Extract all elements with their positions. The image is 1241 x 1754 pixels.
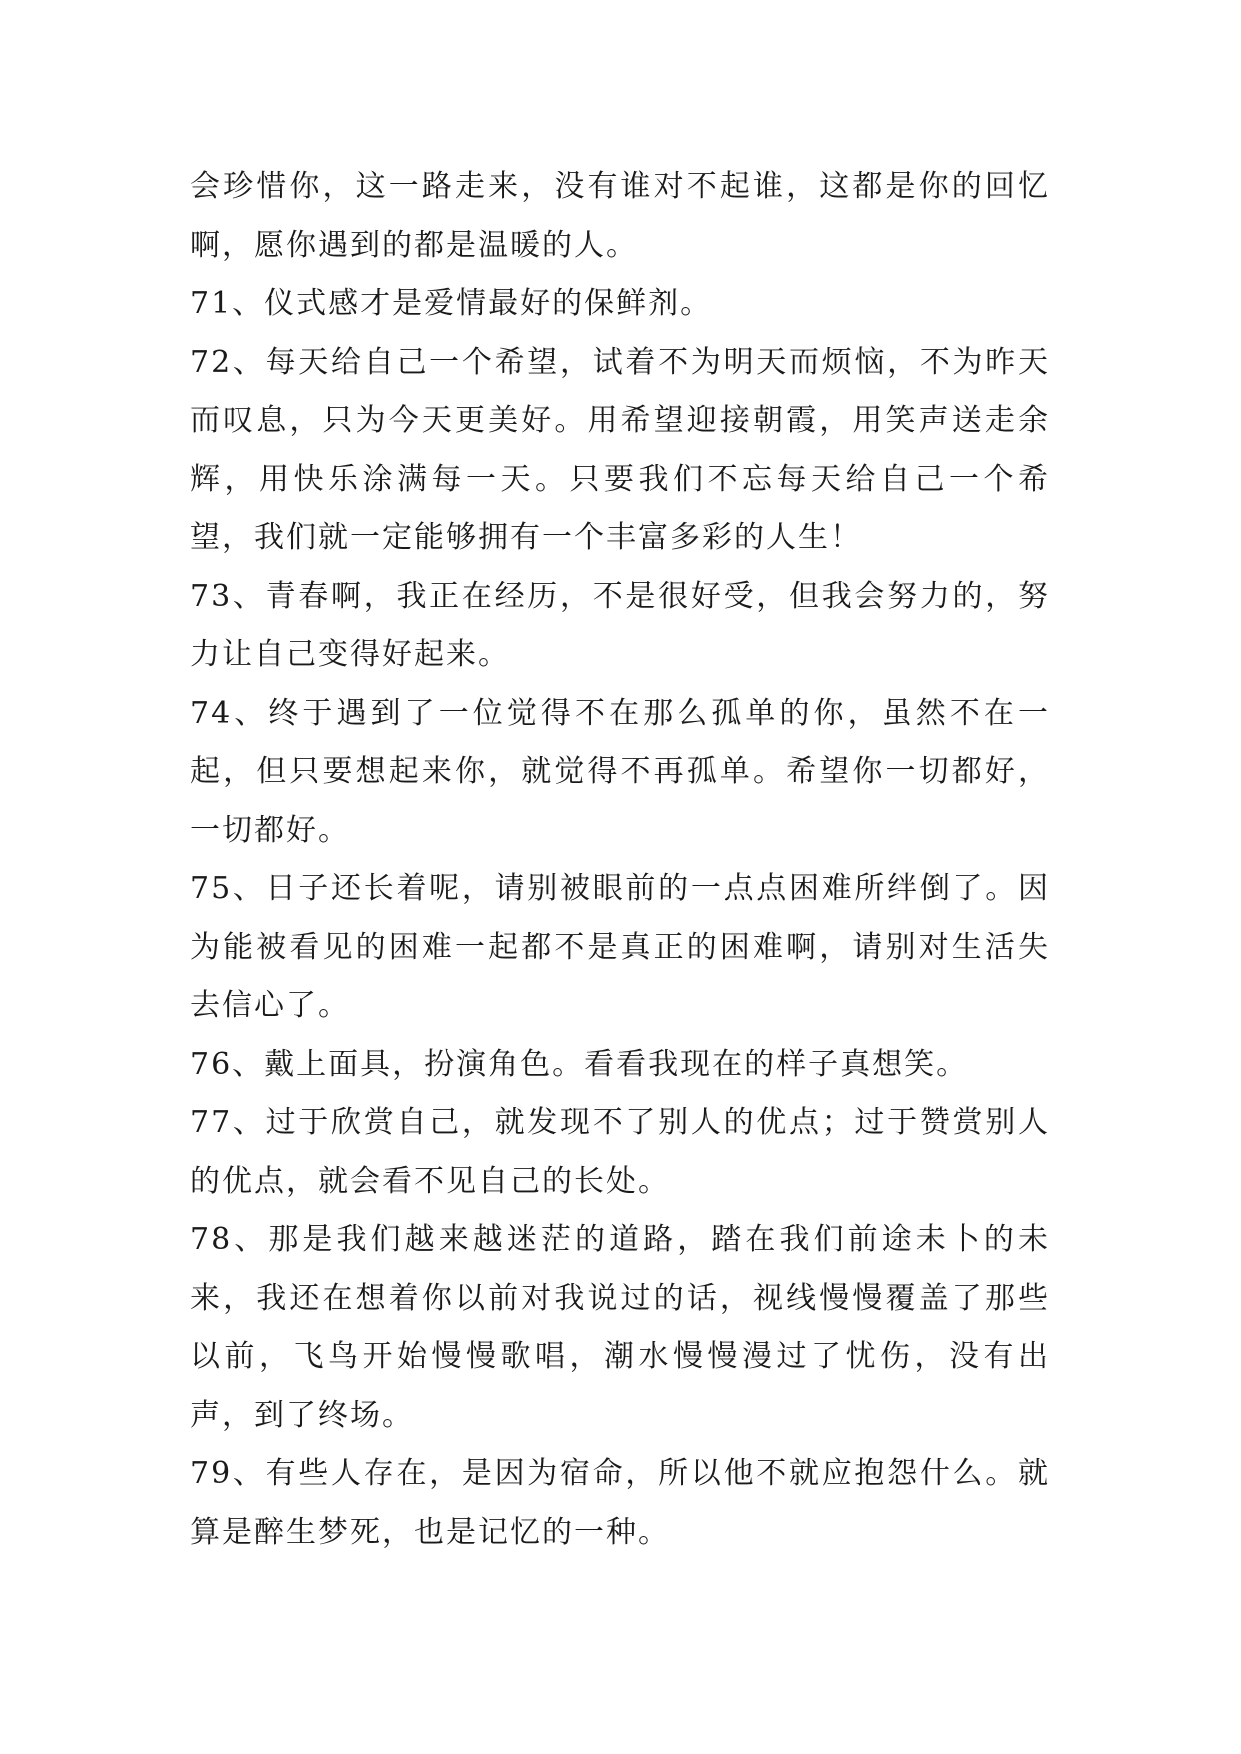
paragraph-continuation: 会珍惜你，这一路走来，没有谁对不起谁，这都是你的回忆啊，愿你遇到的都是温暖的人。 <box>190 169 1050 263</box>
paragraph-75: 75、日子还长着呢，请别被眼前的一点点困难所绊倒了。因为能被看见的困难一起都不是真正的困难啊，请别对生活失去信心了。 <box>190 871 1050 1023</box>
paragraph-79: 79、有些人存在，是因为宿命，所以他不就应抱怨什么。就算是醉生梦死，也是记忆的一种。 <box>190 1456 1050 1550</box>
paragraph-71: 71、仪式感才是爱情最好的保鲜剂。 <box>190 286 713 321</box>
paragraph-76: 76、戴上面具，扮演角色。看看我现在的样子真想笑。 <box>190 1046 969 1082</box>
paragraph-74: 74、终于遇到了一位觉得不在那么孤单的你，虽然不在一起，但只要想起来你，就觉得不再孤单。希望你一切都好，一切都好。 <box>190 695 1050 848</box>
document-body <box>190 158 1050 1562</box>
paragraph-78: 78、那是我们越来越迷茫的道路，踏在我们前途未卜的未来，我还在想着你以前对我说过的话，视线慢慢覆盖了那些以前，飞鸟开始慢慢歌唱，潮水慢慢漫过了忧伤，没有出声，到了终场。 <box>190 1222 1050 1433</box>
paragraph-73: 73、青春啊，我正在经历，不是很好受，但我会努力的，努力让自己变得好起来。 <box>190 578 1050 672</box>
paragraph-72: 72、每天给自己一个希望，试着不为明天而烦恼，不为昨天而叹息，只为今天更美好。用希望迎接朝霞，用笑声送走余辉，用快乐涂满每一天。只要我们不忘每天给自己一个希望，我们就一定能够拥有一个丰富多彩的人生！ <box>190 344 1050 555</box>
paragraph-77: 77、过于欣赏自己，就发现不了别人的优点；过于赞赏别人的优点，就会看不见自己的长处。 <box>190 1105 1050 1199</box>
